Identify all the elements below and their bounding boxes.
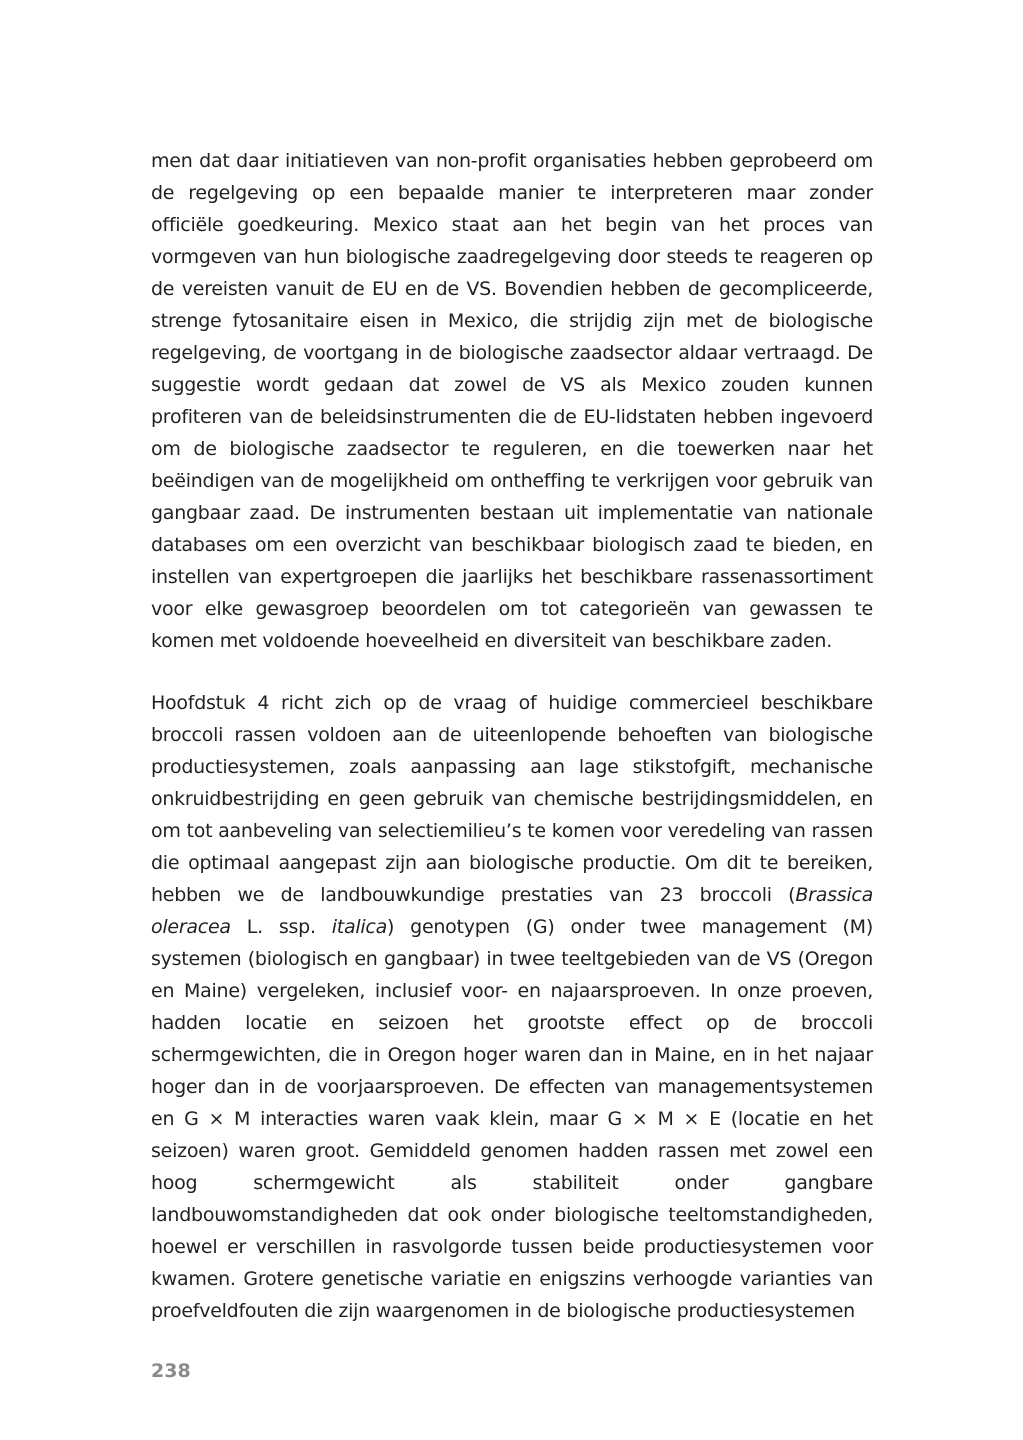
paragraph-text-segment: Hoofdstuk 4 richt zich op de vraag of huidige commercieel beschikbare broccoli rassen voldoen aan de uiteenlopende behoeften van biologische productiesystemen, zoals aanpassing aan lage stikstofgift, mechanische onkruidbestrijding en geen gebruik van chemische bestrijdingsmiddelen, en om tot aanbeveling van selectiemilieu’s te komen voor veredeling van rassen die optimaal aangepast zijn aan biologische productie. Om dit te bereiken, hebben we de landbouwkundige prestaties van 23 broccoli ( xyxy=(151,692,873,906)
paragraph-seed-regulation: men dat daar initiatieven van non-profit organisaties hebben geprobeerd om de regelgeving op een bepaalde manier te interpreteren maar zonder officiële goedkeuring. Mexico staat aan het begin van het proces van vormgeven van hun biologische zaadregelgeving door steeds te reageren op de vereisten vanuit de EU en de VS. Bovendien hebben de gecompliceerde, strenge fytosanitaire eisen in Mexico, die strijdig zijn met de biologische regelgeving, de voortgang in de biologische zaadsector aldaar vertraagd. De suggestie wordt gedaan dat zowel de VS als Mexico zouden kunnen profiteren van de beleidsinstrumenten die de EU-lidstaten hebben ingevoerd om de biologische zaadsector te reguleren, en die toewerken naar het beëindigen van de mogelijkheid om ontheffing te verkrijgen voor gebruik van gangbaar zaad. De instrumenten bestaan uit implementatie van nationale databases om een overzicht van beschikbaar biologisch zaad te bieden, en instellen van expertgroepen die jaarlijks het beschikbare rassenassortiment voor elke gewasgroep beoordelen om tot categorieën van gewassen te komen met voldoende hoeveelheid en diversiteit van beschikbare zaden. xyxy=(151,150,873,652)
paragraph-text-segment: ) genotypen (G) onder twee management (M) systemen (biologisch en gangbaar) in twee teeltgebieden van de VS (Oregon en Maine) vergeleken, inclusief voor- en najaarsproeven. In onze proeven, hadden locatie en seizoen het grootste effect op de broccoli schermgewichten, die in Oregon hoger waren dan in Maine, en in het najaar hoger dan in de voorjaarsproeven. De effecten van managementsystemen en G × M interacties waren vaak klein, maar G × M × E (locatie en het seizoen) waren groot. Gemiddeld genomen hadden rassen met zowel een hoog schermgewicht als stabiliteit onder gangbare landbouwomstandigheden dat ook onder biologische teeltomstandigheden, hoewel er verschillen in rasvolgorde tussen beide productiesystemen voor kwamen. Grotere genetische variatie en enigszins verhoogde varianties van proefveldfouten die zijn waargenomen in de biologische productiesystemen xyxy=(151,916,873,1322)
paragraph-text-segment: L. ssp. xyxy=(230,916,332,938)
paragraph-chapter-4 xyxy=(151,687,873,1327)
species-name-italic: Brassica oleracea xyxy=(151,884,873,938)
subspecies-name-italic: italica xyxy=(331,916,388,938)
page-number: 238 xyxy=(151,1360,191,1382)
